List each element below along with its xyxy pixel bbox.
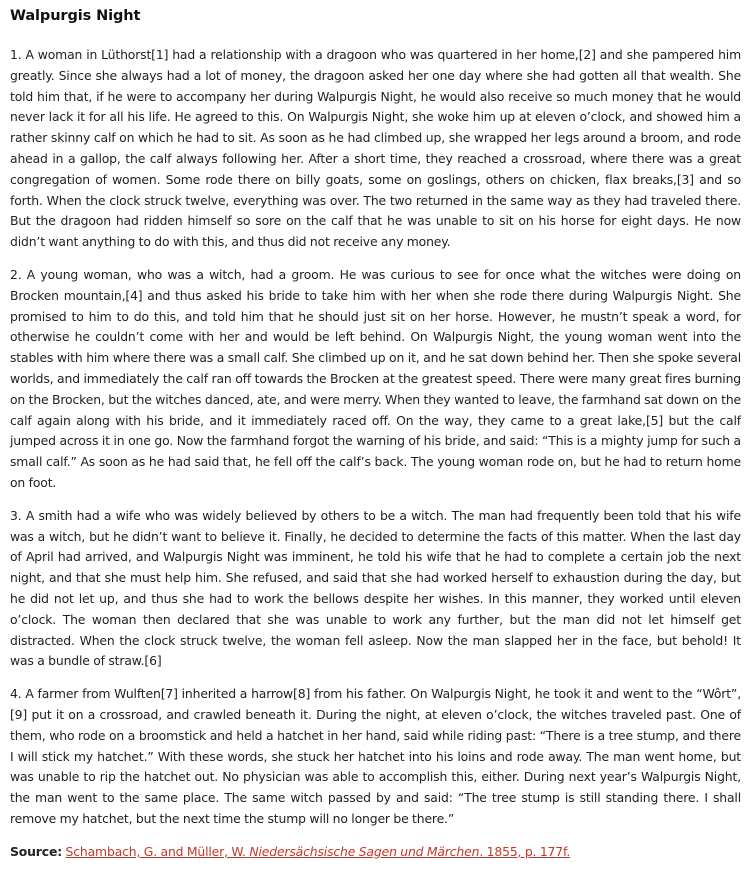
paragraph-3: 3. A smith had a wife who was widely believed by others to be a witch. The man had frequently been told that his wife was a witch, but he didn’t want to believe it. Finally, he decided to determine the facts of this matter. When the last day of April had arrived, and Walpurgis Night was imminent, he told his wife that he had to complete a certain job the next night, and that she must help him. She refused, and said that she had worked herself to exhaustion during the day, but he did not let up, and thus she had to work the bellows despite her wishes. In this manner, they worked until eleven o’clock. The woman then declared that she was unable to work any further, but the man did not let himself get distracted. When the clock struck twelve, the woman fell asleep. Now the man slapped her in the face, but behold! It was a bundle of straw.[6] bbox=[10, 507, 741, 669]
source-citation bbox=[10, 842, 741, 863]
paragraph-4: 4. A farmer from Wulften[7] inherited a harrow[8] from his father. On Walpurgis Night, he took it and went to the “Wôrt”,[9] put it on a crossroad, and crawled beneath it. During the night, at eleven o’clock, the witches traveled past. One of them, who rode on a broomstick and held a hatchet in her hand, said while riding past: “There is a tree stump, and there I will stick my hatchet.” With these words, she stuck her hatchet into his loins and rode away. The man went home, but was unable to rip the hatchet out. No physician was able to accomplish this, either. During next year’s Walpurgis Night, the man went to the same place. The same witch passed by and said: “The tree stump is still standing there. I shall remove my hatchet, but the next time the stump will no longer be there.” bbox=[10, 686, 741, 826]
source-label: Source: bbox=[10, 843, 63, 859]
paragraph-1: 1. A woman in Lüthorst[1] had a relationship with a dragoon who was quartered in her home,[2] and she pampered him greatly. Since she always had a lot of money, the dragoon asked her one day where she had gotten all that wealth. She told him that, if he were to accompany her during Walpurgis Night, he would also receive so much money that he would never lack it for all his life. He agreed to this. On Walpurgis Night, she woke him up at eleven o’clock, and showed him a rather skinny calf on which he had to sit. As soon as he had climbed up, she wrapped her legs around a broom, and rode ahead in a gallop, the calf always following her. After a short time, they reached a crossroad, where there was a great congregation of women. Some rode there on billy goats, some on goslings, others on chicken, flax breaks,[3] and so forth. When the clock struck twelve, everything was over. The two returned in the same way as they had traveled there. But the dragoon had ridden himself so sore on the calf that he was unable to sit on his horse for eight days. He now didn’t want anything to do with this, and thus did not receive any money. bbox=[10, 47, 741, 250]
page-title: Walpurgis Night bbox=[10, 8, 141, 24]
source-authors: Schambach, G. and Müller, W. bbox=[65, 843, 246, 859]
source-link[interactable] bbox=[66, 844, 571, 859]
source-book-title: Niedersächsische Sagen und Märchen bbox=[249, 843, 480, 859]
source-details: . 1855, p. 177f. bbox=[479, 843, 571, 859]
paragraph-2: 2. A young woman, who was a witch, had a groom. He was curious to see for once what the witches were doing on Brocken mountain,[4] and thus asked his bride to take him with her when she rode there during Walpurgis Night. She promised to him to do this, and told him that he should just sit on her horse. However, he mustn’t speak a word, for otherwise he couldn’t come with her and would be left behind. On Walpurgis Night, the young woman went into the stables with him where there was a small calf. She climbed up on it, and he sat down behind her. Then she spoke several worlds, and immediately the calf ran off towards the Brocken at the greatest speed. There were many great fires burning on the Brocken, but the witches danced, ate, and were merry. When they wanted to leave, the farmhand sat down on the calf again along with his bride, and it immediately raced off. On the way, they came to a great lake,[5] but the calf jumped across it in one go. Now the farmhand forgot the warning of his bride, and said: “This is a mighty jump for such a small calf.” As soon as he had said that, he fell off the calf’s back. The young woman rode on, but he had to return home on foot. bbox=[10, 266, 741, 490]
